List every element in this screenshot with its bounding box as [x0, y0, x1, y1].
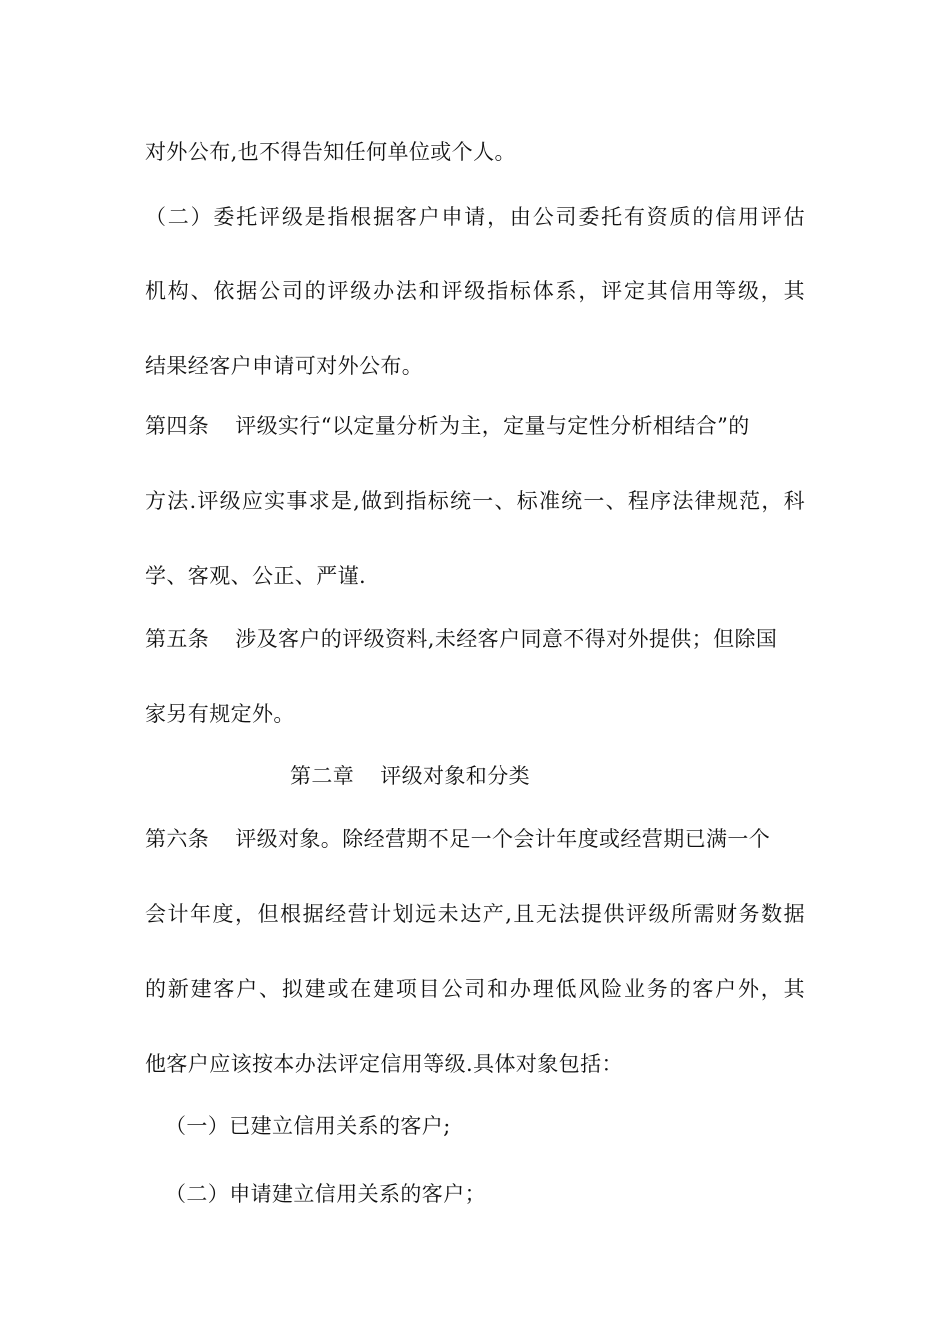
paragraph-line: 结果经客户申请可对外公布。 — [145, 354, 424, 378]
paragraph-line: 方法.评级应实事求是,做到指标统一、标准统一、程序法律规范，科 — [145, 489, 805, 513]
chapter-label: 第二章 — [290, 764, 355, 788]
paragraph-line: 的新建客户、拟建或在建项目公司和办理低风险业务的客户外，其 — [145, 977, 805, 1001]
list-item: （一）已建立信用关系的客户; — [165, 1114, 451, 1138]
paragraph-line: 会计年度，但根据经营计划远未达产,且无法提供评级所需财务数据 — [145, 902, 805, 926]
article-label: 第六条 — [145, 827, 210, 851]
list-item: （二）申请建立信用关系的客户； — [165, 1182, 486, 1206]
paragraph-line: （二）委托评级是指根据客户申请，由公司委托有资质的信用评估 — [145, 205, 805, 229]
article-text: 涉及客户的评级资料,未经客户同意不得对外提供；但除国 — [235, 627, 778, 651]
article-4 — [145, 412, 805, 440]
paragraph-line: 机构、依据公司的评级办法和评级指标体系，评定其信用等级，其 — [145, 279, 805, 303]
paragraph-line: 他客户应该按本办法评定信用等级.具体对象包括： — [145, 1052, 623, 1076]
paragraph-line: 家另有规定外。 — [145, 702, 295, 726]
chapter-heading — [290, 762, 590, 790]
chapter-title: 评级对象和分类 — [380, 764, 531, 788]
paragraph-line: 对外公布,也不得告知任何单位或个人。 — [145, 140, 516, 164]
article-label: 第四条 — [145, 414, 210, 438]
paragraph-line: 学、客观、公正、严谨. — [145, 564, 367, 588]
article-6 — [145, 825, 805, 853]
article-text: 评级实行“以定量分析为主，定量与定性分析相结合”的 — [235, 414, 750, 438]
article-text: 评级对象。除经营期不足一个会计年度或经营期已满一个 — [235, 827, 771, 851]
article-label: 第五条 — [145, 627, 210, 651]
article-5 — [145, 625, 805, 653]
